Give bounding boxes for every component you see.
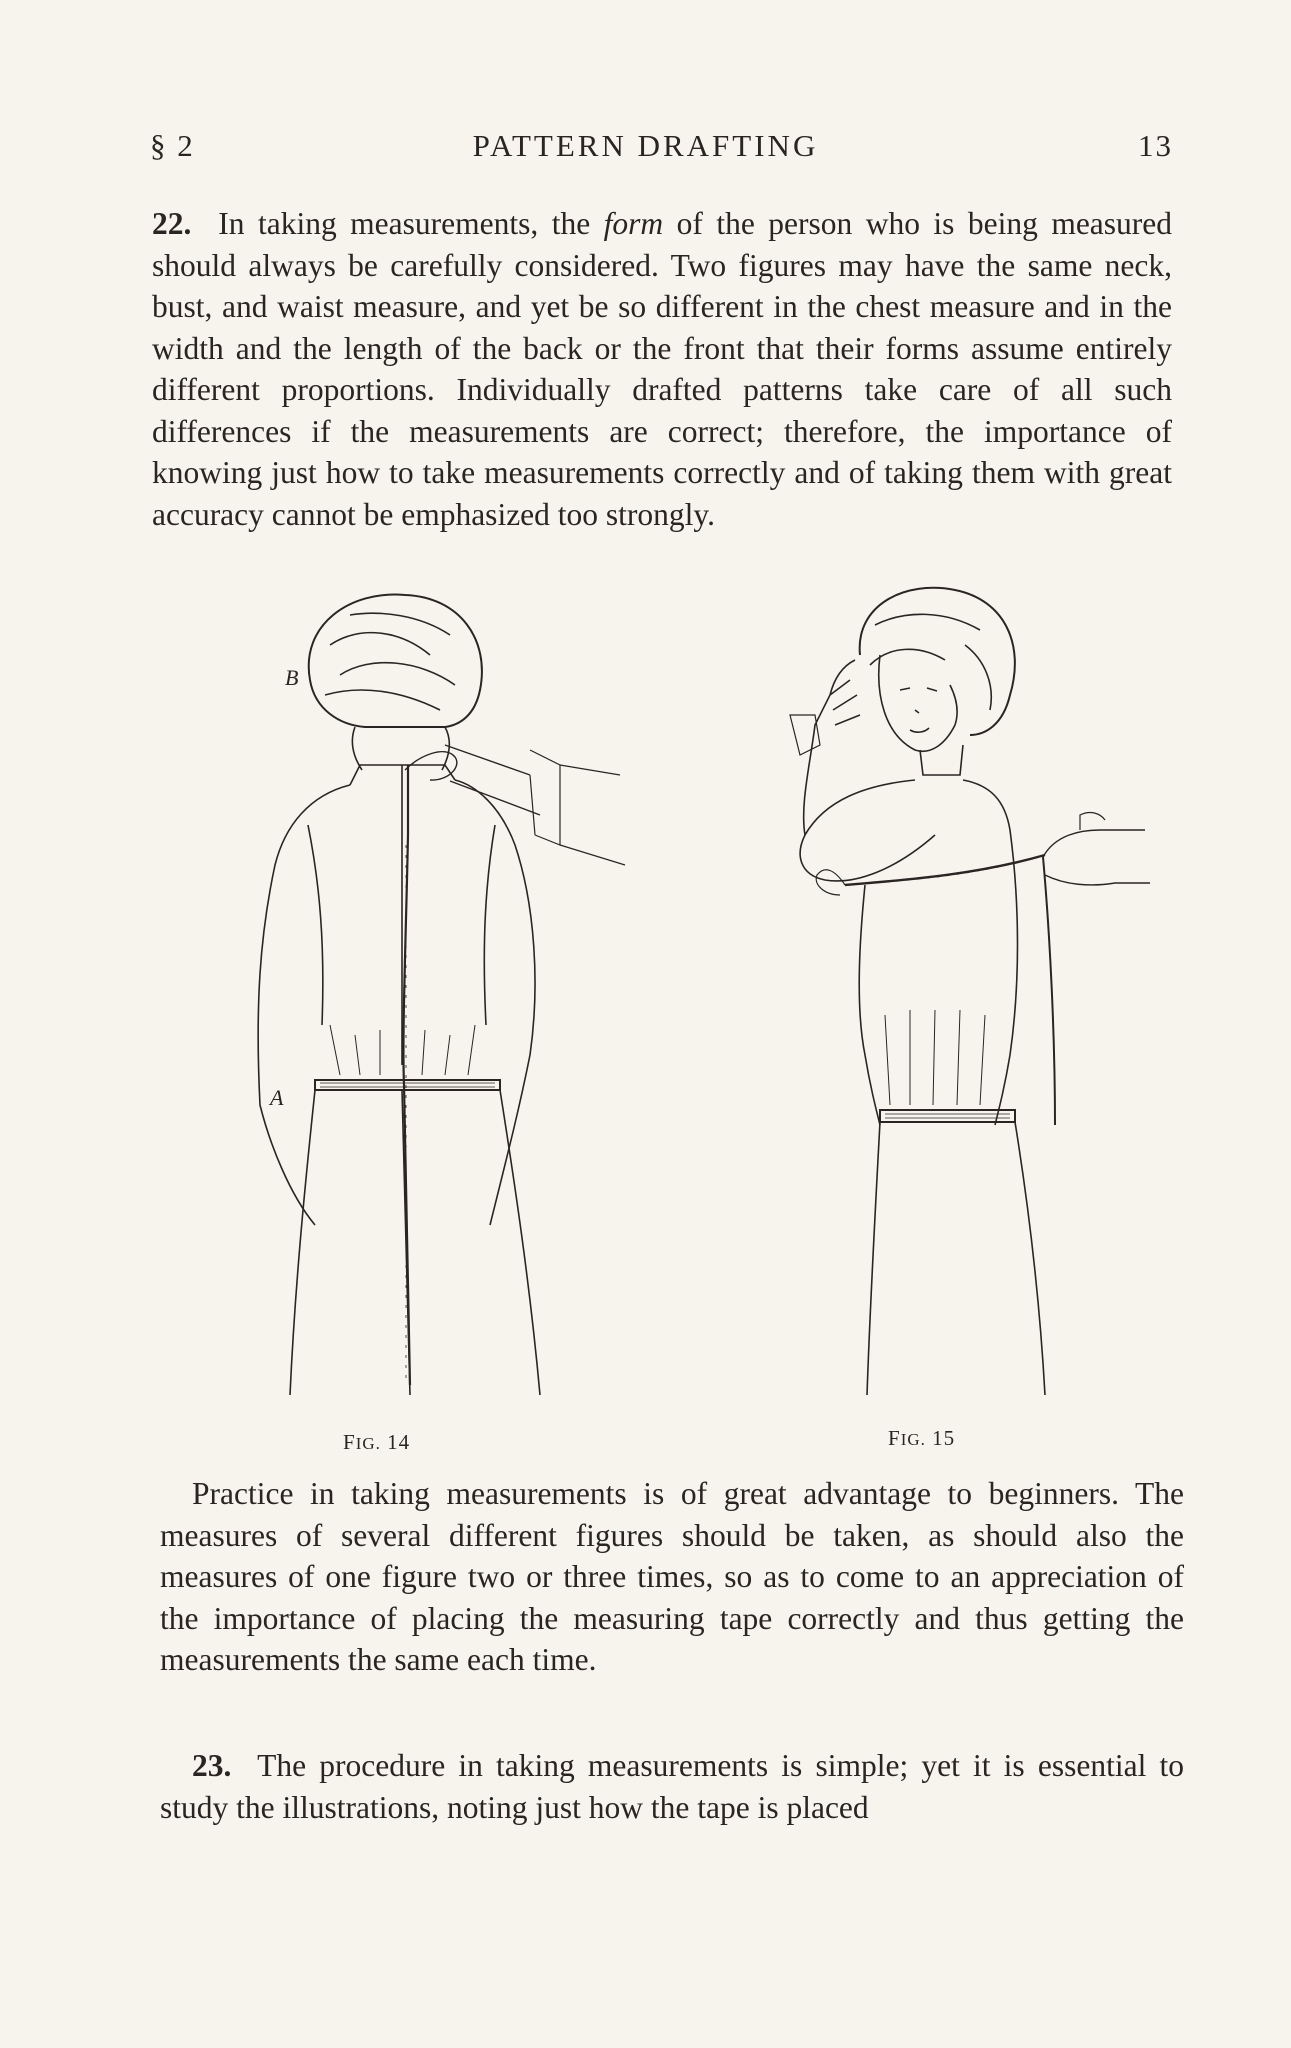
section-marker: § 2: [150, 128, 195, 163]
figure-15-caption: FIG. 15: [888, 1426, 956, 1450]
label-b: B: [285, 665, 299, 690]
paragraph-text: The procedure in taking measurements is simple; yet it is essential to study the illustrations, noting just how the tape is placed: [160, 1748, 1184, 1825]
figure-15-front-view: [705, 585, 1155, 1430]
running-title: PATTERN DRAFTING: [472, 128, 819, 163]
paragraph-23: [160, 1745, 1184, 1828]
label-a: A: [270, 1085, 284, 1110]
figure-14-caption: FIG. 14: [343, 1430, 411, 1454]
paragraph-number: 23.: [192, 1748, 232, 1783]
page-number: 13: [1138, 128, 1173, 163]
running-header: [0, 128, 1291, 168]
paragraph-text: In taking measurements, the: [218, 206, 604, 241]
figure-14-back-view: [230, 585, 630, 1430]
paragraph-text: Practice in taking measurements is of great advantage to beginners. The measures of several different figures should be taken, as should also the measures of one figure two or three times, so as to come to an appreciation of the importance of placing the measuring tape correctly and thus getting the measurements the same each time.: [160, 1476, 1184, 1677]
paragraph-number: 22.: [152, 206, 192, 241]
paragraph-text: of the person who is being measured should always be carefully considered. Two figures may have the same neck, bust, and waist measure, and yet be so different in the chest measure and in the width and the length of the back or the front that their forms assume entirely different proportions. Individually drafted patterns take care of all such differences if the measurements are correct; therefore, the importance of knowing just how to take measurements correctly and of taking them with great accuracy cannot be emphasized too strongly.: [152, 206, 1173, 532]
emphasis-text: form: [603, 206, 664, 241]
paragraph-practice: [160, 1473, 1184, 1681]
paragraph-22: [152, 203, 1172, 535]
